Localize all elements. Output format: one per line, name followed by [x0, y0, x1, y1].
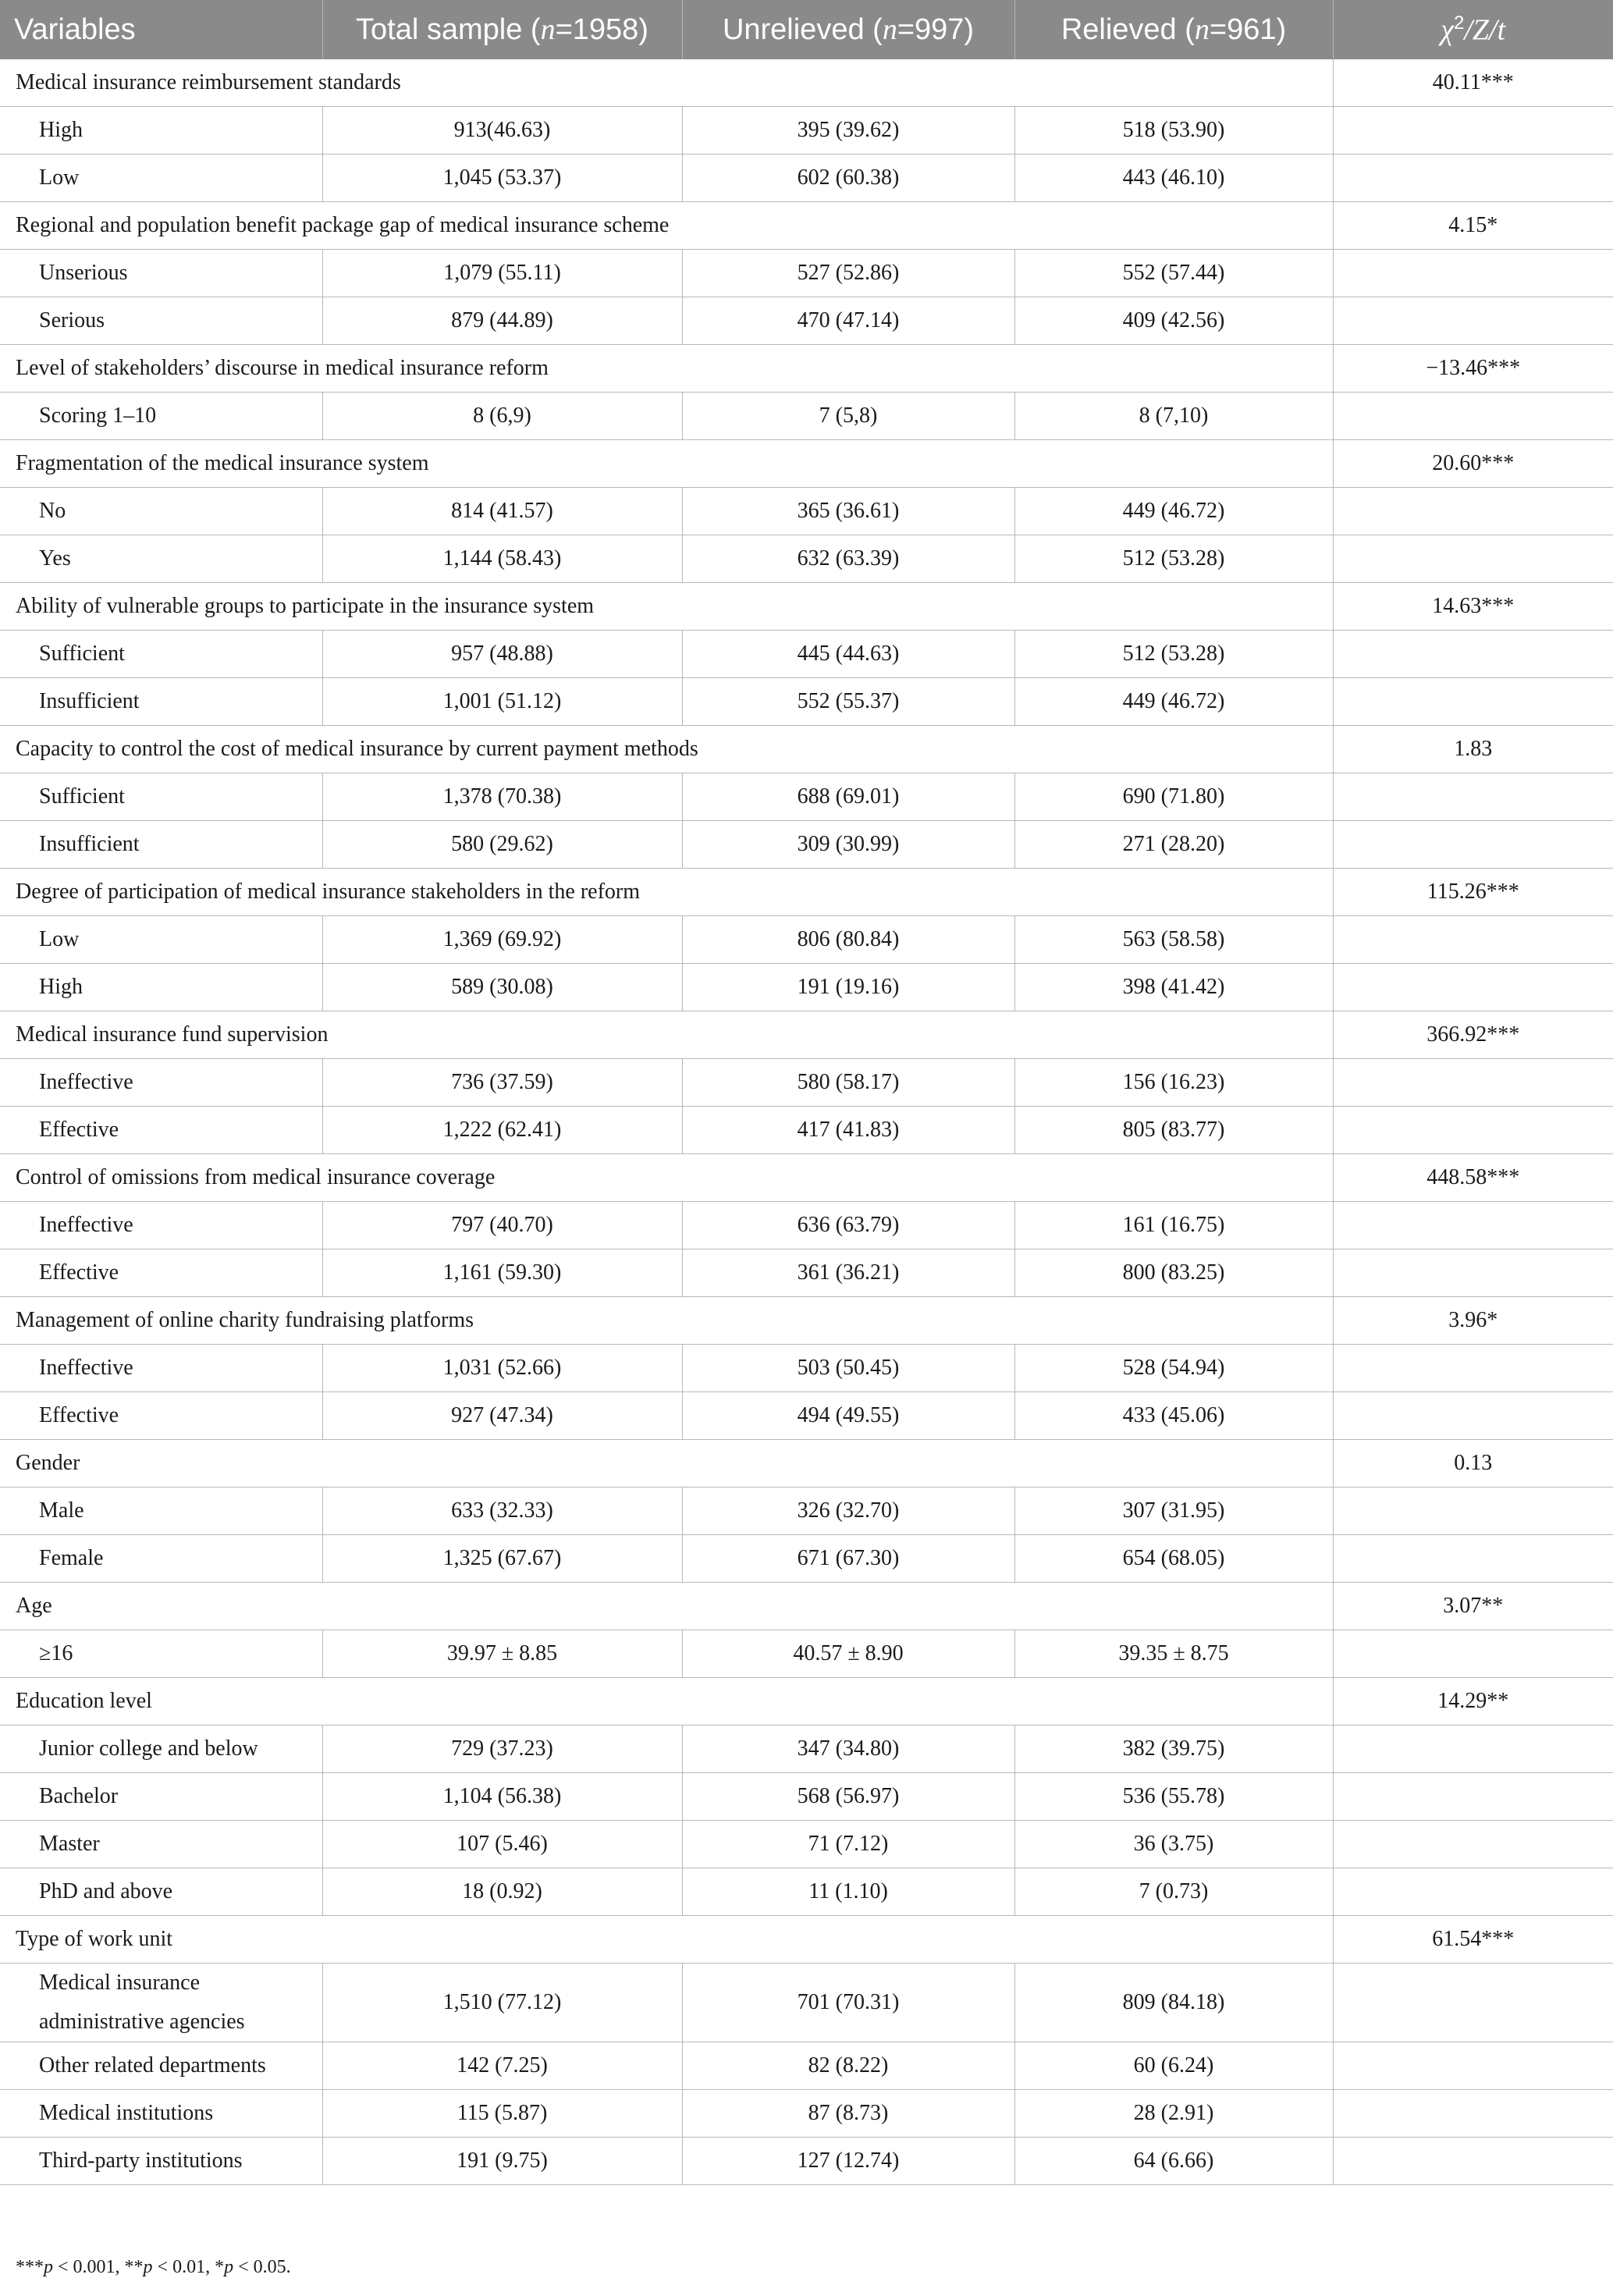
- table-row: [0, 2042, 1613, 2090]
- cell-unrelieved: 636 (63.79): [682, 1202, 1014, 1249]
- cell-unrelieved: 309 (30.99): [682, 821, 1014, 869]
- section-row: [0, 440, 1613, 488]
- cell-total-sample: 191 (9.75): [322, 2138, 682, 2185]
- cell-unrelieved: 40.57 ± 8.90: [682, 1630, 1014, 1678]
- section-statistic: 3.07**: [1333, 1583, 1613, 1630]
- table-row: [0, 1868, 1613, 1916]
- footnote: [16, 2257, 291, 2278]
- cell-relieved: 8 (7,10): [1014, 393, 1333, 440]
- cell-unrelieved: 82 (8.22): [682, 2042, 1014, 2090]
- row-label: Male: [0, 1487, 322, 1535]
- cell-total-sample: 1,222 (62.41): [322, 1107, 682, 1154]
- header-stat-chi: χ: [1441, 13, 1455, 47]
- row-label: Medical insurance administrative agencies: [0, 1964, 322, 2042]
- section-row: [0, 1297, 1613, 1345]
- section-row: [0, 59, 1613, 107]
- cell-relieved: 382 (39.75): [1014, 1726, 1333, 1773]
- cell-total-sample: 814 (41.57): [322, 488, 682, 535]
- table-row: [0, 393, 1613, 440]
- section-label: Medical insurance reimbursement standards: [0, 59, 1333, 107]
- footnote-p-3: p: [224, 2257, 234, 2277]
- table-row: [0, 964, 1613, 1011]
- cell-statistic-empty: [1333, 1964, 1613, 2042]
- cell-statistic-empty: [1333, 2138, 1613, 2185]
- row-label: Effective: [0, 1392, 322, 1440]
- header-relieved: [1014, 0, 1333, 59]
- row-label: Junior college and below: [0, 1726, 322, 1773]
- cell-unrelieved: 87 (8.73): [682, 2090, 1014, 2138]
- row-label: Other related departments: [0, 2042, 322, 2090]
- cell-unrelieved: 470 (47.14): [682, 297, 1014, 345]
- cell-total-sample: 18 (0.92): [322, 1868, 682, 1916]
- section-statistic: 115.26***: [1333, 869, 1613, 916]
- table-body: [0, 59, 1613, 2185]
- table-row: [0, 1059, 1613, 1107]
- cell-total-sample: 39.97 ± 8.85: [322, 1630, 682, 1678]
- table-row: [0, 1345, 1613, 1392]
- cell-unrelieved: 688 (69.01): [682, 773, 1014, 821]
- cell-unrelieved: 7 (5,8): [682, 393, 1014, 440]
- table-row: [0, 2138, 1613, 2185]
- header-statistic: [1333, 0, 1613, 59]
- cell-relieved: 449 (46.72): [1014, 678, 1333, 726]
- cell-statistic-empty: [1333, 1249, 1613, 1297]
- footnote-p-1: p: [44, 2257, 53, 2277]
- footnote-text-1: < 0.001, **: [53, 2257, 144, 2277]
- cell-unrelieved: 602 (60.38): [682, 155, 1014, 202]
- section-label: Ability of vulnerable groups to participate in the insurance system: [0, 583, 1333, 631]
- cell-unrelieved: 580 (58.17): [682, 1059, 1014, 1107]
- table-row: [0, 1487, 1613, 1535]
- header-rel-pre: Relieved (: [1061, 13, 1195, 46]
- cell-relieved: 518 (53.90): [1014, 107, 1333, 155]
- cell-statistic-empty: [1333, 1773, 1613, 1821]
- cell-statistic-empty: [1333, 1107, 1613, 1154]
- cell-relieved: 690 (71.80): [1014, 773, 1333, 821]
- cell-relieved: 443 (46.10): [1014, 155, 1333, 202]
- cell-unrelieved: 701 (70.31): [682, 1964, 1014, 2042]
- cell-unrelieved: 494 (49.55): [682, 1392, 1014, 1440]
- cell-relieved: 809 (84.18): [1014, 1964, 1333, 2042]
- section-row: [0, 1154, 1613, 1202]
- section-label: Education level: [0, 1678, 1333, 1726]
- cell-statistic-empty: [1333, 2042, 1613, 2090]
- row-label: Female: [0, 1535, 322, 1583]
- cell-statistic-empty: [1333, 2090, 1613, 2138]
- cell-relieved: 39.35 ± 8.75: [1014, 1630, 1333, 1678]
- section-statistic: 366.92***: [1333, 1011, 1613, 1059]
- cell-statistic-empty: [1333, 678, 1613, 726]
- cell-relieved: 307 (31.95): [1014, 1487, 1333, 1535]
- cell-statistic-empty: [1333, 964, 1613, 1011]
- section-statistic: 14.63***: [1333, 583, 1613, 631]
- section-label: Age: [0, 1583, 1333, 1630]
- section-row: [0, 1440, 1613, 1487]
- cell-total-sample: 580 (29.62): [322, 821, 682, 869]
- row-label: High: [0, 964, 322, 1011]
- row-label: PhD and above: [0, 1868, 322, 1916]
- cell-relieved: 161 (16.75): [1014, 1202, 1333, 1249]
- cell-relieved: 512 (53.28): [1014, 535, 1333, 583]
- cell-statistic-empty: [1333, 155, 1613, 202]
- cell-total-sample: 1,161 (59.30): [322, 1249, 682, 1297]
- cell-relieved: 398 (41.42): [1014, 964, 1333, 1011]
- section-row: [0, 869, 1613, 916]
- cell-relieved: 654 (68.05): [1014, 1535, 1333, 1583]
- section-statistic: 4.15*: [1333, 202, 1613, 250]
- table-row: [0, 2090, 1613, 2138]
- cell-statistic-empty: [1333, 488, 1613, 535]
- header-total-pre: Total sample (: [356, 13, 541, 46]
- cell-unrelieved: 71 (7.12): [682, 1821, 1014, 1868]
- table-row: [0, 1249, 1613, 1297]
- cell-relieved: 36 (3.75): [1014, 1821, 1333, 1868]
- cell-total-sample: 107 (5.46): [322, 1821, 682, 1868]
- cell-total-sample: 1,001 (51.12): [322, 678, 682, 726]
- table-row: [0, 1107, 1613, 1154]
- footnote-text-2: < 0.01, *: [152, 2257, 225, 2277]
- row-label: Scoring 1–10: [0, 393, 322, 440]
- table-row: [0, 535, 1613, 583]
- header-stat-rest: /Z/t: [1464, 13, 1506, 47]
- header-variables: Variables: [0, 0, 322, 59]
- section-label: Management of online charity fundraising platforms: [0, 1297, 1333, 1345]
- row-label: Insufficient: [0, 821, 322, 869]
- table-row: [0, 821, 1613, 869]
- cell-unrelieved: 347 (34.80): [682, 1726, 1014, 1773]
- cell-statistic-empty: [1333, 1487, 1613, 1535]
- cell-unrelieved: 326 (32.70): [682, 1487, 1014, 1535]
- cell-unrelieved: 503 (50.45): [682, 1345, 1014, 1392]
- header-unrel-pre: Unrelieved (: [722, 13, 883, 46]
- cell-relieved: 271 (28.20): [1014, 821, 1333, 869]
- cell-unrelieved: 11 (1.10): [682, 1868, 1014, 1916]
- cell-total-sample: 1,369 (69.92): [322, 916, 682, 964]
- row-label: Effective: [0, 1249, 322, 1297]
- section-row: [0, 1916, 1613, 1964]
- table-row: [0, 631, 1613, 678]
- section-label: Degree of participation of medical insurance stakeholders in the reform: [0, 869, 1333, 916]
- cell-statistic-empty: [1333, 1202, 1613, 1249]
- cell-relieved: 800 (83.25): [1014, 1249, 1333, 1297]
- row-label: Yes: [0, 535, 322, 583]
- cell-total-sample: 927 (47.34): [322, 1392, 682, 1440]
- table-row: [0, 107, 1613, 155]
- cell-statistic-empty: [1333, 393, 1613, 440]
- cell-total-sample: 729 (37.23): [322, 1726, 682, 1773]
- table-row: [0, 250, 1613, 297]
- cell-total-sample: 1,325 (67.67): [322, 1535, 682, 1583]
- cell-statistic-empty: [1333, 1630, 1613, 1678]
- table-row: [0, 1964, 1613, 2042]
- cell-total-sample: 115 (5.87): [322, 2090, 682, 2138]
- cell-total-sample: 8 (6,9): [322, 393, 682, 440]
- section-statistic: 61.54***: [1333, 1916, 1613, 1964]
- table-row: [0, 1630, 1613, 1678]
- cell-relieved: 528 (54.94): [1014, 1345, 1333, 1392]
- cell-relieved: 64 (6.66): [1014, 2138, 1333, 2185]
- cell-total-sample: 1,079 (55.11): [322, 250, 682, 297]
- cell-total-sample: 1,510 (77.12): [322, 1964, 682, 2042]
- table-row: [0, 916, 1613, 964]
- section-label: Gender: [0, 1440, 1333, 1487]
- header-unrel-n: n: [882, 13, 897, 46]
- section-label: Type of work unit: [0, 1916, 1333, 1964]
- table-row: [0, 1535, 1613, 1583]
- header-rel-post: =961): [1209, 13, 1287, 46]
- cell-total-sample: 589 (30.08): [322, 964, 682, 1011]
- cell-statistic-empty: [1333, 297, 1613, 345]
- cell-total-sample: 797 (40.70): [322, 1202, 682, 1249]
- cell-total-sample: 957 (48.88): [322, 631, 682, 678]
- cell-statistic-empty: [1333, 916, 1613, 964]
- header-total-sample: [322, 0, 682, 59]
- row-label: Ineffective: [0, 1202, 322, 1249]
- cell-statistic-empty: [1333, 250, 1613, 297]
- section-statistic: 0.13: [1333, 1440, 1613, 1487]
- cell-total-sample: 1,144 (58.43): [322, 535, 682, 583]
- section-statistic: 20.60***: [1333, 440, 1613, 488]
- row-label: Master: [0, 1821, 322, 1868]
- table-row: [0, 773, 1613, 821]
- table-header: [0, 0, 1613, 59]
- table-row: [0, 297, 1613, 345]
- section-label: Medical insurance fund supervision: [0, 1011, 1333, 1059]
- section-statistic: −13.46***: [1333, 345, 1613, 393]
- section-label: Control of omissions from medical insurance coverage: [0, 1154, 1333, 1202]
- table-row: [0, 1202, 1613, 1249]
- cell-unrelieved: 365 (36.61): [682, 488, 1014, 535]
- cell-relieved: 409 (42.56): [1014, 297, 1333, 345]
- cell-relieved: 433 (45.06): [1014, 1392, 1333, 1440]
- section-row: [0, 345, 1613, 393]
- section-row: [0, 1583, 1613, 1630]
- cell-total-sample: 1,378 (70.38): [322, 773, 682, 821]
- cell-relieved: 512 (53.28): [1014, 631, 1333, 678]
- footnote-text-3: < 0.05.: [233, 2257, 291, 2277]
- section-row: [0, 1011, 1613, 1059]
- row-label: Bachelor: [0, 1773, 322, 1821]
- cell-unrelieved: 632 (63.39): [682, 535, 1014, 583]
- table-row: [0, 155, 1613, 202]
- cell-total-sample: 1,045 (53.37): [322, 155, 682, 202]
- row-label: Unserious: [0, 250, 322, 297]
- section-row: [0, 726, 1613, 773]
- section-statistic: 3.96*: [1333, 1297, 1613, 1345]
- table-row: [0, 488, 1613, 535]
- header-row: [0, 0, 1613, 59]
- section-label: Regional and population benefit package gap of medical insurance scheme: [0, 202, 1333, 250]
- row-label: Insufficient: [0, 678, 322, 726]
- section-statistic: 14.29**: [1333, 1678, 1613, 1726]
- cell-statistic-empty: [1333, 821, 1613, 869]
- cell-relieved: 60 (6.24): [1014, 2042, 1333, 2090]
- cell-relieved: 563 (58.58): [1014, 916, 1333, 964]
- table-row: [0, 1821, 1613, 1868]
- cell-relieved: 156 (16.23): [1014, 1059, 1333, 1107]
- section-statistic: 448.58***: [1333, 1154, 1613, 1202]
- section-row: [0, 1678, 1613, 1726]
- row-label: Ineffective: [0, 1059, 322, 1107]
- cell-total-sample: 142 (7.25): [322, 2042, 682, 2090]
- section-statistic: 40.11***: [1333, 59, 1613, 107]
- row-label: Serious: [0, 297, 322, 345]
- cell-unrelieved: 671 (67.30): [682, 1535, 1014, 1583]
- row-label: Sufficient: [0, 773, 322, 821]
- row-label: Low: [0, 916, 322, 964]
- cell-statistic-empty: [1333, 107, 1613, 155]
- table-row: [0, 1392, 1613, 1440]
- row-label: ≥16: [0, 1630, 322, 1678]
- row-label: Low: [0, 155, 322, 202]
- cell-statistic-empty: [1333, 1535, 1613, 1583]
- cell-statistic-empty: [1333, 1059, 1613, 1107]
- footnote-p-2: p: [143, 2257, 153, 2277]
- header-rel-n: n: [1194, 13, 1210, 46]
- cell-statistic-empty: [1333, 631, 1613, 678]
- cell-total-sample: 1,104 (56.38): [322, 1773, 682, 1821]
- header-total-n: n: [540, 13, 556, 46]
- cell-unrelieved: 417 (41.83): [682, 1107, 1014, 1154]
- row-label: Medical institutions: [0, 2090, 322, 2138]
- cell-statistic-empty: [1333, 1726, 1613, 1773]
- header-stat-sup: 2: [1454, 12, 1465, 34]
- row-label: Third-party institutions: [0, 2138, 322, 2185]
- section-label: Fragmentation of the medical insurance system: [0, 440, 1333, 488]
- section-row: [0, 202, 1613, 250]
- table-row: [0, 678, 1613, 726]
- header-unrel-post: =997): [897, 13, 975, 46]
- row-label: Ineffective: [0, 1345, 322, 1392]
- cell-relieved: 805 (83.77): [1014, 1107, 1333, 1154]
- cell-unrelieved: 127 (12.74): [682, 2138, 1014, 2185]
- cell-unrelieved: 568 (56.97): [682, 1773, 1014, 1821]
- cell-total-sample: 736 (37.59): [322, 1059, 682, 1107]
- cell-relieved: 552 (57.44): [1014, 250, 1333, 297]
- cell-unrelieved: 527 (52.86): [682, 250, 1014, 297]
- section-statistic: 1.83: [1333, 726, 1613, 773]
- cell-statistic-empty: [1333, 1345, 1613, 1392]
- cell-unrelieved: 361 (36.21): [682, 1249, 1014, 1297]
- cell-relieved: 449 (46.72): [1014, 488, 1333, 535]
- cell-total-sample: 913(46.63): [322, 107, 682, 155]
- row-label: Effective: [0, 1107, 322, 1154]
- section-row: [0, 583, 1613, 631]
- cell-statistic-empty: [1333, 1868, 1613, 1916]
- cell-relieved: 536 (55.78): [1014, 1773, 1333, 1821]
- row-label: Sufficient: [0, 631, 322, 678]
- cell-statistic-empty: [1333, 1392, 1613, 1440]
- cell-total-sample: 1,031 (52.66): [322, 1345, 682, 1392]
- cell-total-sample: 633 (32.33): [322, 1487, 682, 1535]
- cell-statistic-empty: [1333, 773, 1613, 821]
- cell-unrelieved: 806 (80.84): [682, 916, 1014, 964]
- footnote-stars-1: ***: [16, 2257, 44, 2277]
- cell-relieved: 7 (0.73): [1014, 1868, 1333, 1916]
- cell-total-sample: 879 (44.89): [322, 297, 682, 345]
- table-row: [0, 1726, 1613, 1773]
- cell-unrelieved: 552 (55.37): [682, 678, 1014, 726]
- section-label: Level of stakeholders’ discourse in medical insurance reform: [0, 345, 1333, 393]
- cell-unrelieved: 395 (39.62): [682, 107, 1014, 155]
- header-total-post: =1958): [555, 13, 648, 46]
- header-unrelieved: [682, 0, 1014, 59]
- cell-statistic-empty: [1333, 535, 1613, 583]
- cell-unrelieved: 445 (44.63): [682, 631, 1014, 678]
- cell-unrelieved: 191 (19.16): [682, 964, 1014, 1011]
- cell-relieved: 28 (2.91): [1014, 2090, 1333, 2138]
- table-row: [0, 1773, 1613, 1821]
- row-label: No: [0, 488, 322, 535]
- cell-statistic-empty: [1333, 1821, 1613, 1868]
- section-label: Capacity to control the cost of medical insurance by current payment methods: [0, 726, 1333, 773]
- row-label: High: [0, 107, 322, 155]
